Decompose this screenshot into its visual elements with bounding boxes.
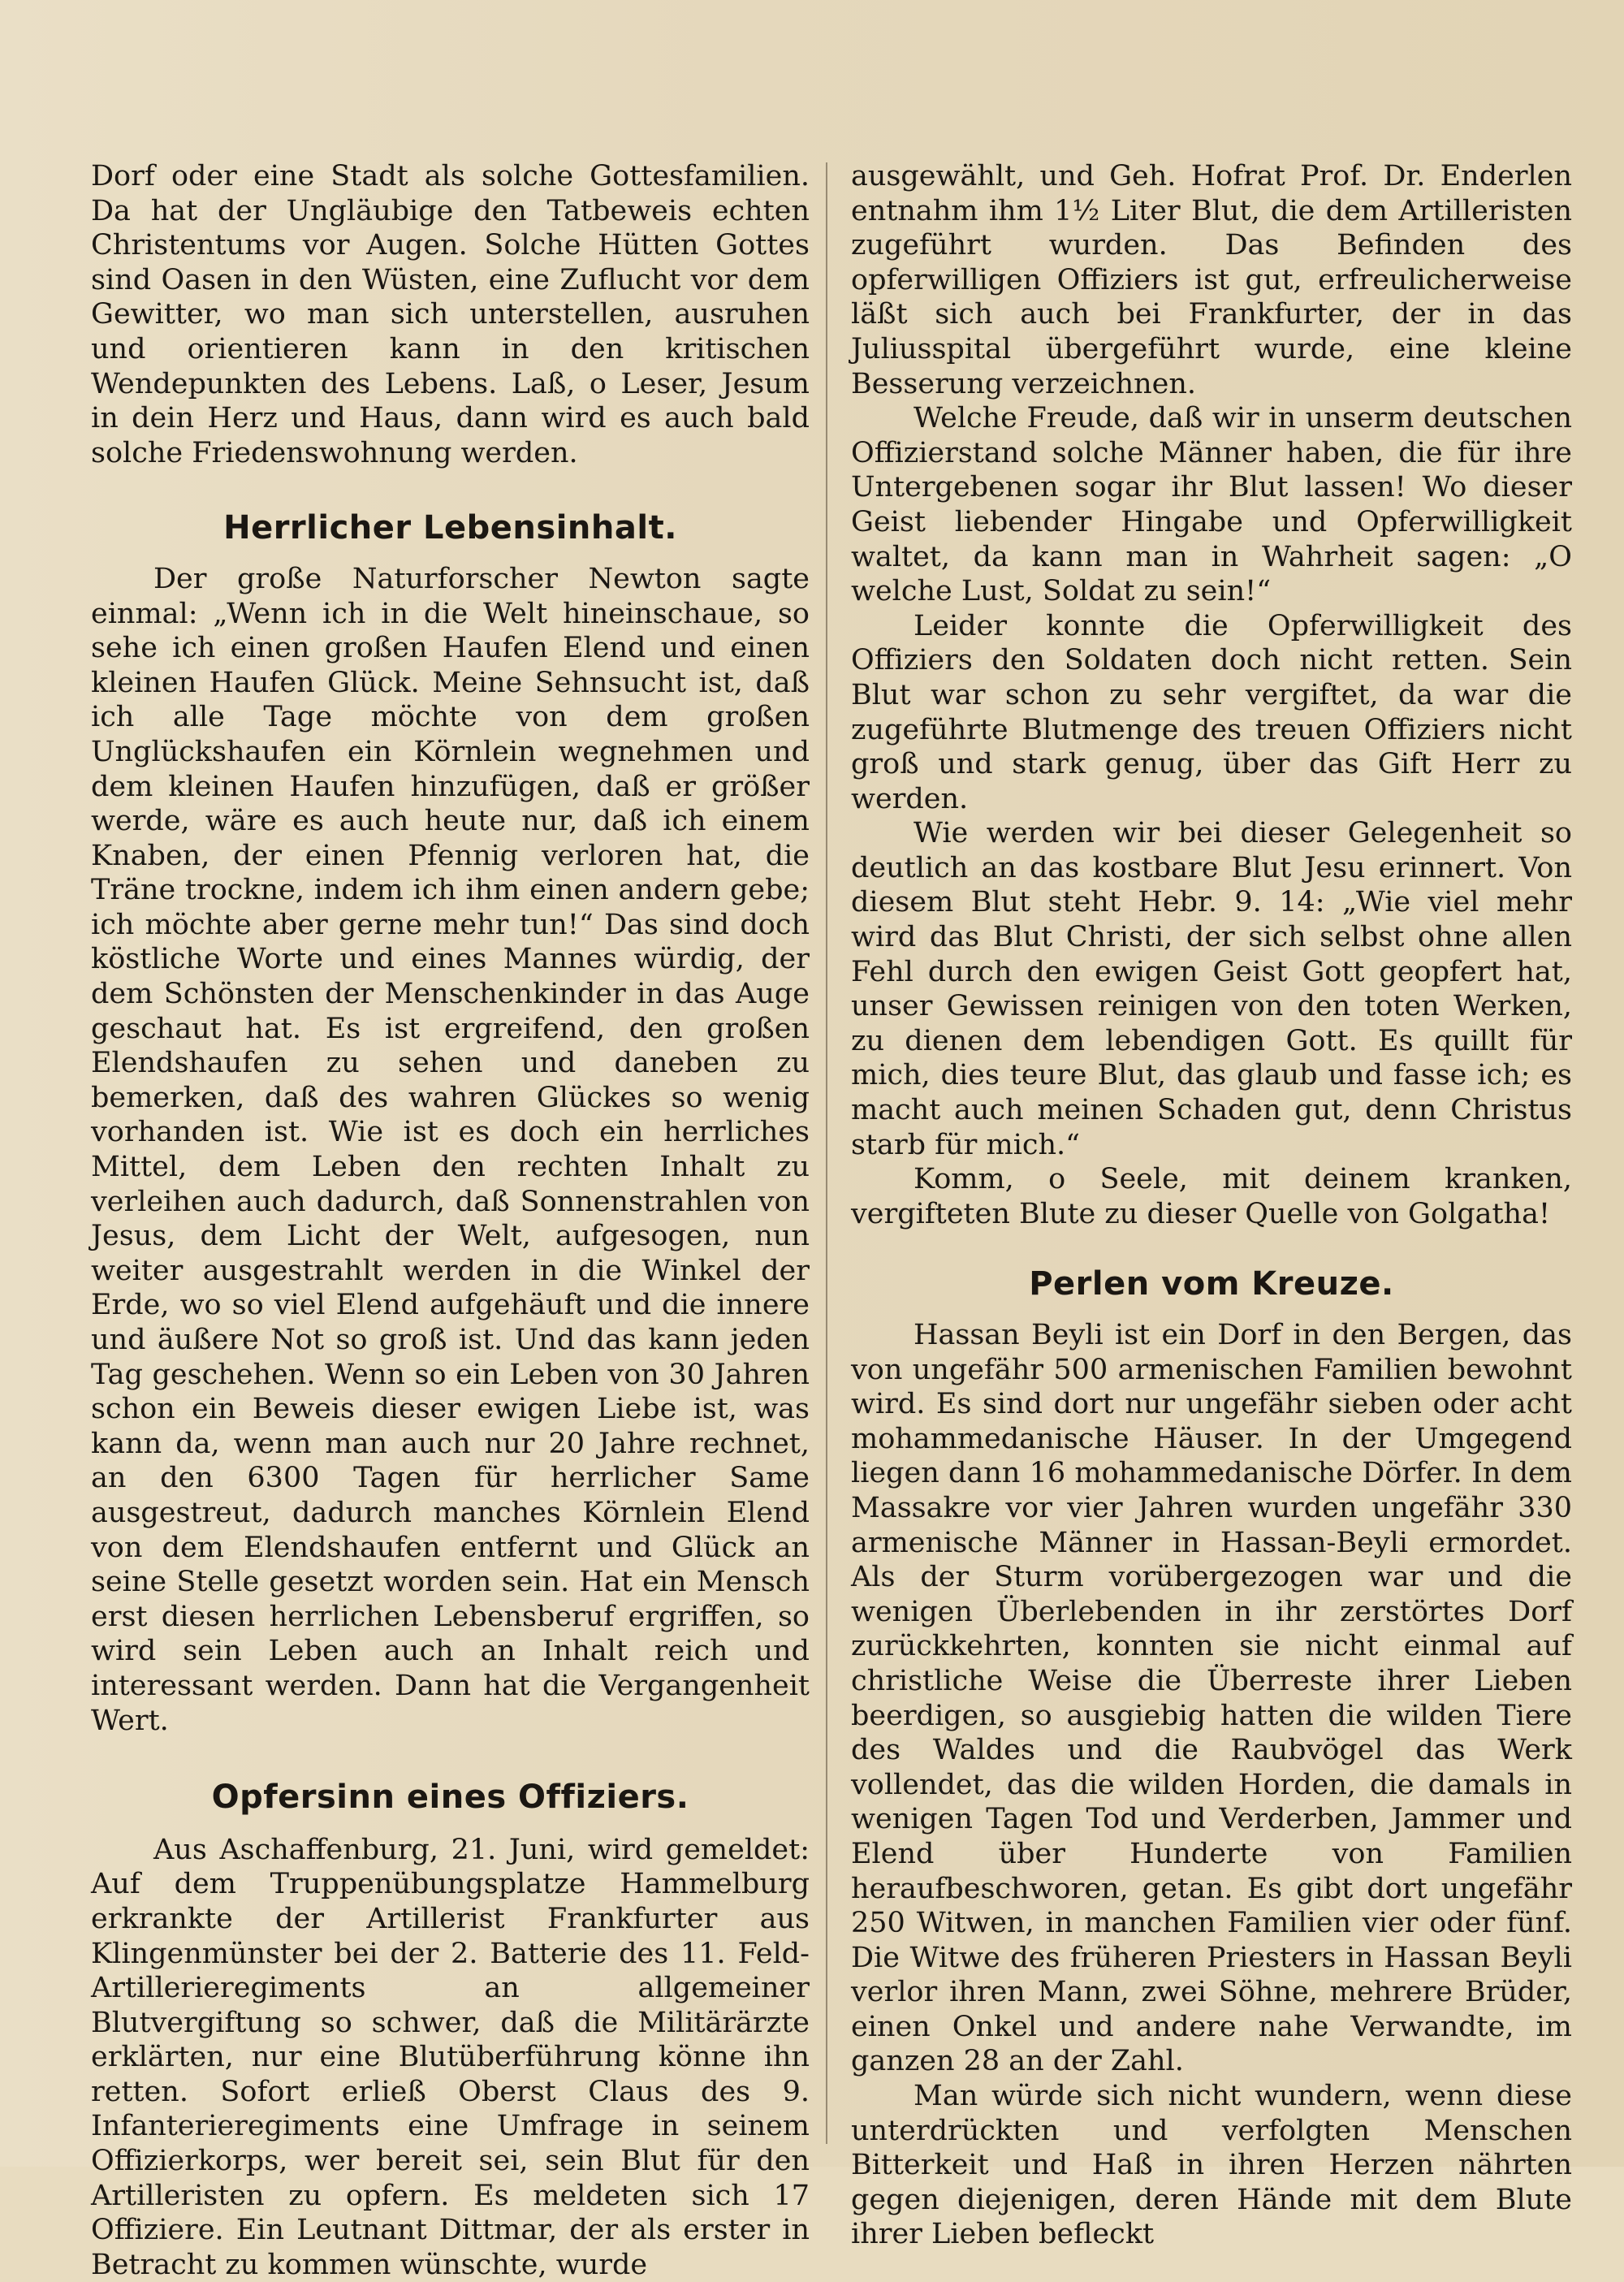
- paragraph: ausgewählt, und Geh. Hofrat Prof. Dr. Enderlen entnahm ihm 1½ Liter Blut, die dem Artilleristen zugeführt wurden. Das Befinden des opferwilligen Offiziers ist gut, erfreulicherweise läßt sich auch bei Frankfurter, der in das Juliusspital übergeführt wurde, eine kleine Besserung verzeichnen.: [851, 160, 1572, 400]
- paragraph: Dorf oder eine Stadt als solche Gottesfamilien. Da hat der Ungläubige den Tatbeweis echten Christentums vor Augen. Solche Hütten Gottes sind Oasen in den Wüsten, eine Zuflucht vor dem Gewitter, wo man sich unterstellen, ausruhen und orientieren kann in den kritischen Wendepunkten des Lebens. Laß, o Leser, Jesum in dein Herz und Haus, dann wird es auch bald solche Friedenswohnung werden.: [91, 160, 810, 469]
- left-column: [91, 159, 810, 2282]
- paragraph: Komm, o Seele, mit deinem kranken, vergifteten Blute zu dieser Quelle von Golgatha!: [851, 1163, 1572, 1230]
- paragraph: Aus Aschaffenburg, 21. Juni, wird gemeldet: Auf dem Truppenübungsplatze Hammelburg erkrankte der Artillerist Frankfurter aus Klingenmünster bei der 2. Batterie des 11. Feld-Artillerieregiments an allgemeiner Blutvergiftung so schwer, daß die Militärärzte erklärten, nur eine Blutüberführung könne ihn retten. Sofort erließ Oberst Claus des 9. Infanterieregiments eine Umfrage in seinem Offizierkorps, wer bereit sei, sein Blut für den Artilleristen zu opfern. Es meldeten sich 17 Offiziere. Ein Leutnant Dittmar, der als erster in Betracht zu kommen wünschte, wurde: [91, 1833, 810, 2281]
- column-divider: [826, 162, 827, 2144]
- article-heading: Herrlicher Lebensinhalt.: [223, 509, 677, 547]
- paragraph: Welche Freude, daß wir in unserm deutschen Offizierstand solche Männer haben, die für ihre Untergebenen sogar ihr Blut lassen! Wo dieser Geist liebender Hingabe und Opferwilligkeit waltet, da kann man in Wahrheit sagen: „O welche Lust, Soldat zu sein!“: [851, 402, 1572, 608]
- paragraph: Leider konnte die Opferwilligkeit des Offiziers den Soldaten doch nicht retten. Sein Blut war schon zu sehr vergiftet, da war die zugeführte Blutmenge des treuen Offiziers nicht groß und stark genug, über das Gift Herr zu werden.: [851, 609, 1572, 815]
- article-heading: Opfersinn eines Offiziers.: [211, 1778, 689, 1817]
- paragraph: Hassan Beyli ist ein Dorf in den Bergen, das von ungefähr 500 armenischen Familien bewohnt wird. Es sind dort nur ungefähr sieben oder acht mohammedanische Häuser. In der Umgegend liegen dann 16 mohammedanische Dörfer. In dem Massakre vor vier Jahren wurden ungefähr 330 armenische Männer in Hassan-Beyli ermordet. Als der Sturm vorübergezogen war und die wenigen Überlebenden in ihr zerstörtes Dorf zurückkehrten, konnten sie nicht einmal auf christliche Weise die Überreste ihrer Lieben beerdigen, so ausgiebig hatten die wilden Tiere des Waldes und die Raubvögel das Werk vollendet, das die wilden Horden, die damals in wenigen Tagen Tod und Verderben, Jammer und Elend über Hunderte von Familien heraufbeschworen, getan. Es gibt dort ungefähr 250 Witwen, in manchen Familien vier oder fünf. Die Witwe des früheren Priesters in Hassan Beyli verlor ihren Mann, zwei Söhne, mehrere Brüder, einen Onkel und andere nahe Verwandte, im ganzen 28 an der Zahl.: [851, 1319, 1572, 2078]
- paragraph: Man würde sich nicht wundern, wenn diese unterdrückten und verfolgten Menschen Bitterkeit und Haß in ihren Herzen nährten gegen diejenigen, deren Hände mit dem Blute ihrer Lieben befleckt: [851, 2080, 1572, 2251]
- paragraph: Wie werden wir bei dieser Gelegenheit so deutlich an das kostbare Blut Jesu erinnert. Von diesem Blut steht Hebr. 9. 14: „Wie viel mehr wird das Blut Christi, der sich selbst ohne allen Fehl durch den ewigen Geist Gott geopfert hat, unser Gewissen reinigen von den toten Werken, zu dienen dem lebendigen Gott. Es quillt für mich, dies teure Blut, das glaub und fasse ich; es macht auch meinen Schaden gut, denn Christus starb für mich.“: [851, 817, 1572, 1161]
- paragraph: Der große Naturforscher Newton sagte einmal: „Wenn ich in die Welt hineinschaue, so sehe ich einen großen Haufen Elend und einen kleinen Haufen Glück. Meine Sehnsucht ist, daß ich alle Tage möchte von dem großen Unglückshaufen ein Körnlein wegnehmen und dem kleinen Haufen hinzufügen, daß er größer werde, wäre es auch heute nur, daß ich einem Knaben, der einen Pfennig verloren hat, die Träne trockne, indem ich ihm einen andern gebe; ich möchte aber gerne mehr tun!“ Das sind doch köstliche Worte und eines Mannes würdig, der dem Schönsten der Menschenkinder in das Auge geschaut hat. Es ist ergreifend, den großen Elendshaufen zu sehen und daneben zu bemerken, daß des wahren Glückes so wenig vorhanden ist. Wie ist es doch ein herrliches Mittel, dem Leben den rechten Inhalt zu verleihen auch dadurch, daß Sonnenstrahlen von Jesus, dem Licht der Welt, aufgesogen, nun weiter ausgestrahlt werden in die Winkel der Erde, wo so viel Elend aufgehäuft und die innere und äußere Not so groß ist. Und das kann jeden Tag geschehen. Wenn so ein Leben von 30 Jahren schon ein Beweis dieser ewigen Liebe ist, was kann da, wenn man auch nur 20 Jahre rechnet, an den 6300 Tagen für herrlicher Same ausgestreut, dadurch manches Körnlein Elend von dem Elendshaufen entfernt und Glück an seine Stelle gesetzt worden sein. Hat ein Mensch erst diesen herrlichen Lebensberuf ergriffen, so wird sein Leben auch an Inhalt reich und interessant werden. Dann hat die Vergangenheit Wert.: [91, 562, 810, 1737]
- article-heading: Perlen vom Kreuze.: [1029, 1265, 1394, 1303]
- right-column: [851, 159, 1572, 2252]
